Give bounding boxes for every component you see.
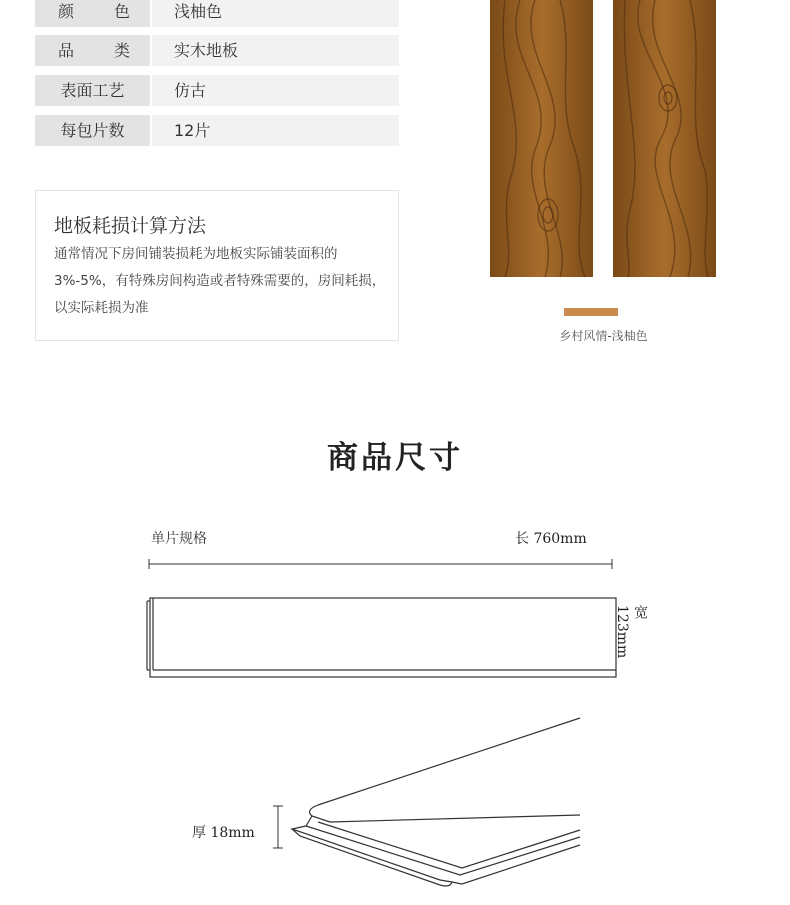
spec-value: 实木地板: [152, 35, 399, 66]
loss-calculation-body: 通常情况下房间铺装损耗为地板实际铺装面积的3%-5%，有特殊房间构造或者特殊需要的，房间耗损，以实际耗损为准: [54, 246, 386, 316]
loss-calculation-title: 地板耗损计算方法: [54, 215, 207, 237]
spec-row-color: [35, 0, 399, 27]
width-label: 宽123mm: [614, 605, 648, 659]
spec-key-char: 色: [114, 2, 131, 21]
spec-value: 浅柚色: [152, 0, 399, 27]
section-title: 商品尺寸: [327, 440, 463, 476]
spec-key: [35, 0, 150, 27]
spec-key: 表面工艺: [35, 75, 150, 106]
wood-plank-left: [490, 0, 593, 277]
loss-calculation-box: [35, 190, 399, 341]
spec-row-pack: [35, 115, 399, 146]
spec-value: 仿古: [152, 75, 399, 106]
spec-row-category: [35, 35, 399, 66]
spec-key-char: 类: [114, 41, 131, 60]
length-label: 长 760mm: [515, 531, 587, 547]
color-swatch: [564, 308, 618, 316]
spec-key-char: 颜: [58, 2, 75, 21]
spec-row-finish: [35, 75, 399, 106]
single-plank-label: 单片规格: [151, 531, 207, 547]
plank-perspective-view: [292, 718, 580, 886]
spec-key: [35, 35, 150, 66]
length-dimension-line: [149, 559, 612, 569]
thickness-dimension-line: [273, 806, 283, 848]
thickness-label: 厚 18mm: [192, 825, 255, 841]
spec-key-char: 品: [58, 41, 75, 60]
spec-value: 12片: [152, 115, 399, 146]
plank-top-view: [147, 598, 616, 677]
spec-key: 每包片数: [35, 115, 150, 146]
wood-plank-right: [613, 0, 716, 277]
product-caption: 乡村风情-浅柚色: [559, 329, 648, 343]
